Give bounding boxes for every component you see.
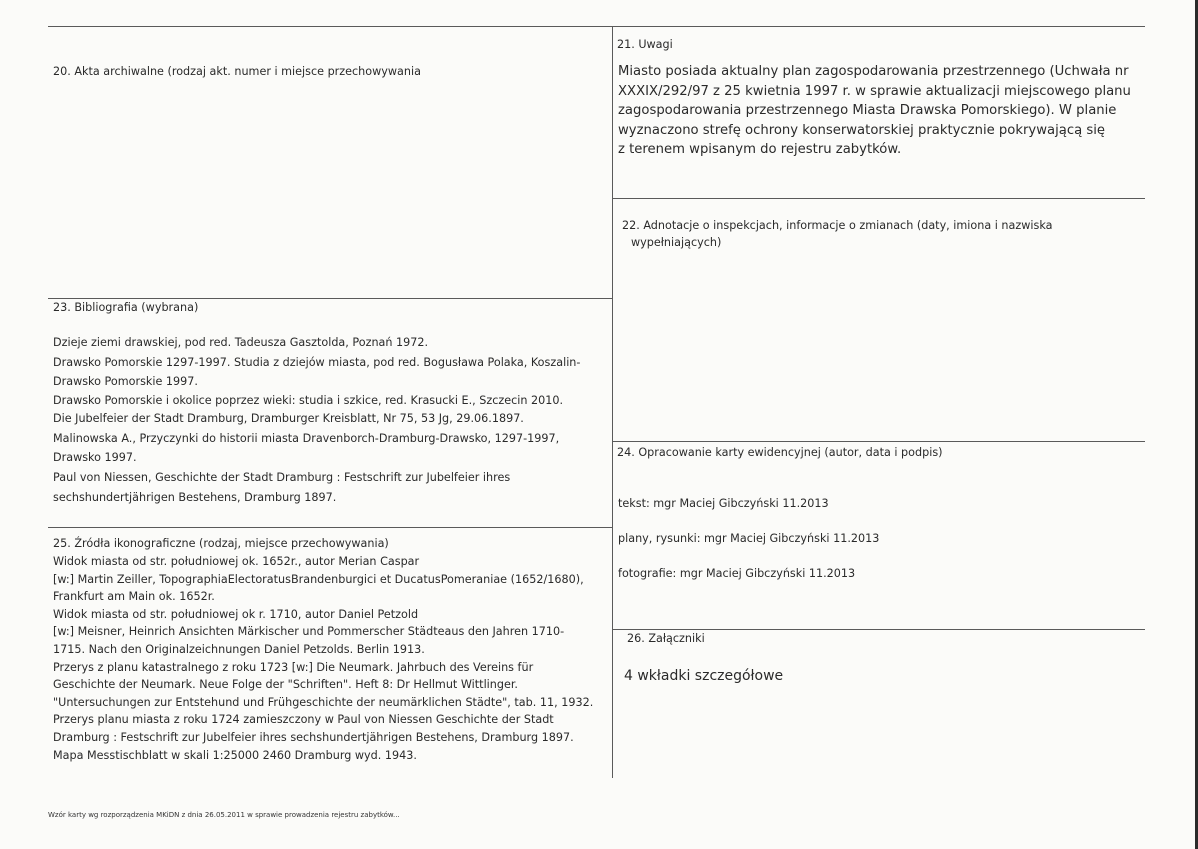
section-26-heading: 26. Załączniki bbox=[627, 632, 705, 645]
remark-line: wyznaczono strefę ochrony konserwatorskiej praktycznie pokrywającą się bbox=[618, 122, 1106, 138]
author-photos-line: fotografie: mgr Maciej Gibczyński 11.2013 bbox=[618, 567, 856, 580]
iconography-item: [w:] Martin Zeiller, TopographiaElectoratusBrandenburgici et DucatusPomeraniae (1652/1680), bbox=[53, 572, 584, 586]
iconography-item: Mapa Messtischblatt w skali 1:25000 2460 Dramburg wyd. 1943. bbox=[53, 748, 417, 762]
footer-note: Wzór karty wg rozporządzenia MKiDN z dnia 26.05.2011 w sprawie prowadzenia rejestru zabytków... bbox=[48, 811, 400, 819]
iconography-item: [w:] Meisner, Heinrich Ansichten Märkischer und Pommerscher Städteaus den Jahren 1710- bbox=[53, 625, 565, 639]
iconography-item: Geschichte der Neumark. Neue Folge der "Schriften". Heft 8: Dr Hellmut Wittlinger. bbox=[53, 678, 518, 692]
bibliography-item: Drawsko Pomorskie i okolice poprzez wieki: studia i szkice, red. Krasucki E., Szczecin 2010. bbox=[53, 394, 564, 408]
attachments-content: 4 wkładki szczegółowe bbox=[624, 668, 784, 684]
iconography-item: Frankfurt am Main ok. 1652r. bbox=[53, 590, 215, 604]
iconography-item: Widok miasta od str. południowej ok r. 1710, autor Daniel Petzold bbox=[53, 607, 419, 621]
iconography-item: "Untersuchungen zur Entstehund und Frühgeschichte der neumärklichen Städte", tab. 11, 1932. bbox=[53, 695, 594, 709]
remark-line: Miasto posiada aktualny plan zagospodarowania przestrzennego (Uchwała nr bbox=[618, 64, 1129, 79]
section-25-heading: 25. Źródła ikonograficzne (rodzaj, miejsce przechowywania) bbox=[53, 537, 389, 550]
remark-line: XXXIX/292/97 z 25 kwietnia 1997 r. w sprawie aktualizacji miejscowego planu bbox=[618, 83, 1131, 99]
section-22-heading-cont: wypełniających) bbox=[631, 236, 722, 249]
bibliography-item: Drawsko 1997. bbox=[53, 451, 137, 465]
bibliography-item: sechshundertjährigen Bestehens, Dramburg 1897. bbox=[53, 490, 337, 504]
iconography-item: Przerys planu miasta z roku 1724 zamieszczony w Paul von Niessen Geschichte der Stadt bbox=[53, 713, 554, 727]
center-divider-line bbox=[612, 26, 613, 778]
divider-20-23 bbox=[48, 298, 612, 299]
bibliography-item: Die Jubelfeier der Stadt Dramburg, Dramburger Kreisblatt, Nr 75, 53 Jg, 29.06.1897. bbox=[53, 412, 524, 426]
remark-line: z terenem wpisanym do rejestru zabytków. bbox=[618, 142, 902, 157]
section-24-heading: 24. Opracowanie karty ewidencyjnej (autor, data i podpis) bbox=[617, 446, 943, 459]
section-23-bibliography bbox=[53, 333, 580, 508]
iconography-item: 1715. Nach den Originalzeichnungen Daniel Petzolds. Berlin 1913. bbox=[53, 642, 425, 656]
bibliography-item: Drawsko Pomorskie 1297-1997. Studia z dziejów miasta, pod red. Bogusława Polaka, Koszalin- bbox=[53, 355, 581, 369]
iconography-item: Dramburg : Festschrift zur Jubelfeier ihres sechshundertjährigen Bestehens, Dramburg 1897. bbox=[53, 730, 574, 744]
divider-22-24 bbox=[613, 441, 1145, 442]
section-25-sources bbox=[53, 553, 593, 764]
author-text-line: tekst: mgr Maciej Gibczyński 11.2013 bbox=[618, 497, 829, 510]
section-20-heading: 20. Akta archiwalne (rodzaj akt. numer i miejsce przechowywania bbox=[53, 65, 421, 78]
bibliography-item: Dzieje ziemi drawskiej, pod red. Tadeusza Gasztolda, Poznań 1972. bbox=[53, 336, 429, 349]
section-21-heading: 21. Uwagi bbox=[617, 38, 673, 51]
author-plans-line: plany, rysunki: mgr Maciej Gibczyński 11.2013 bbox=[618, 532, 880, 545]
section-22-heading: 22. Adnotacje o inspekcjach, informacje o zmianach (daty, imiona i nazwiska bbox=[622, 219, 1053, 232]
bibliography-item: Drawsko Pomorskie 1997. bbox=[53, 375, 198, 389]
section-23-heading: 23. Bibliografia (wybrana) bbox=[53, 301, 199, 314]
divider-23-25 bbox=[48, 527, 612, 528]
divider-21-22 bbox=[613, 198, 1145, 199]
bibliography-item: Malinowska A., Przyczynki do historii miasta Dravenborch-Dramburg-Drawsko, 1297-1997, bbox=[53, 431, 560, 445]
divider-24-26 bbox=[613, 629, 1145, 630]
bibliography-item: Paul von Niessen, Geschichte der Stadt Dramburg : Festschrift zur Jubelfeier ihres bbox=[53, 471, 511, 485]
iconography-item: Przerys z planu katastralnego z roku 1723 [w:] Die Neumark. Jahrbuch des Vereins für bbox=[53, 660, 534, 674]
remark-line: zagospodarowania przestrzennego Miasta Drawska Pomorskiego). W planie bbox=[618, 103, 1117, 118]
iconography-item: Widok miasta od str. południowej ok. 1652r., autor Merian Caspar bbox=[53, 555, 420, 568]
top-border-line bbox=[48, 26, 1145, 27]
section-21-content bbox=[618, 62, 1131, 160]
